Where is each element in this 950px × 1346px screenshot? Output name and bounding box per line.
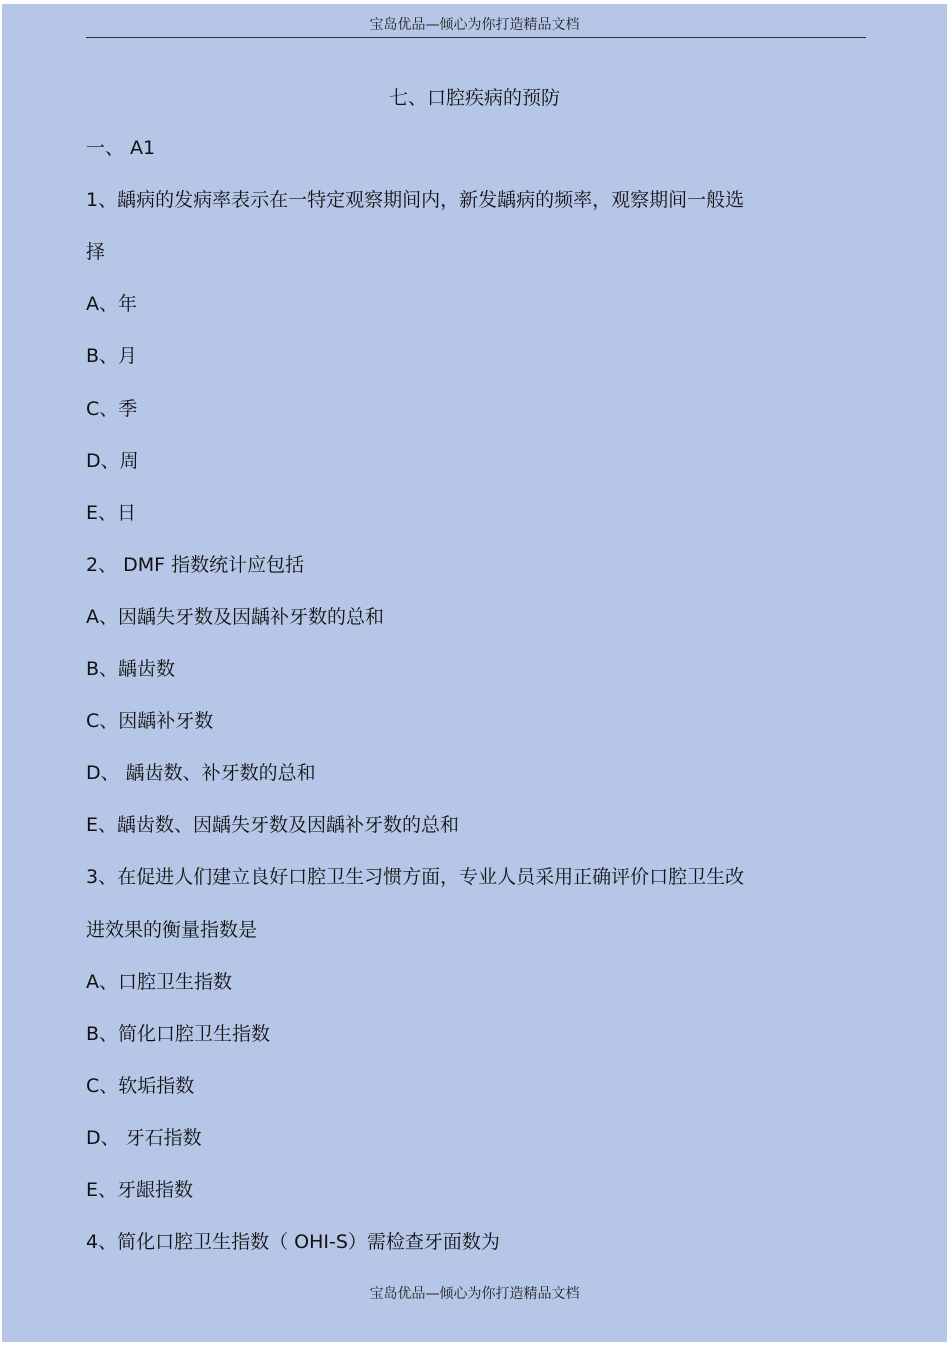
question-3-option-e: E、牙龈指数: [86, 1179, 194, 1201]
question-3-option-c: C、软垢指数: [86, 1075, 195, 1097]
question-1-option-d: D、周: [86, 450, 139, 472]
page-header: 宝岛优品—倾心为你打造精品文档: [369, 17, 580, 33]
section-heading: 一、 A1: [86, 137, 156, 159]
question-1-line-2: 择: [86, 241, 106, 263]
question-2-option-e: E、龋齿数、因龋失牙数及因龋补牙数的总和: [86, 814, 460, 836]
question-2-option-d: D、 龋齿数、补牙数的总和: [86, 762, 316, 784]
question-1-option-e: E、日: [86, 502, 137, 524]
question-1-line-1: 1、龋病的发病率表示在一特定观察期间内，新发龋病的频率，观察期间一般选: [86, 189, 745, 211]
question-2-option-c: C、因龋补牙数: [86, 710, 214, 732]
question-1-option-a: A、年: [86, 293, 137, 315]
question-3-option-d: D、 牙石指数: [86, 1127, 202, 1149]
question-3-line-2: 进效果的衡量指数是: [86, 919, 258, 941]
question-2-option-a: A、因龋失牙数及因龋补牙数的总和: [86, 606, 384, 628]
question-1-option-b: B、月: [86, 345, 138, 367]
question-3-option-a: A、口腔卫生指数: [86, 971, 232, 993]
page-footer: 宝岛优品—倾心为你打造精品文档: [369, 1286, 580, 1302]
question-3-option-b: B、简化口腔卫生指数: [86, 1023, 271, 1045]
question-2-option-b: B、龋齿数: [86, 658, 176, 680]
question-4: 4、简化口腔卫生指数（ OHI-S）需检查牙面数为: [86, 1231, 500, 1253]
question-2: 2、 DMF 指数统计应包括: [86, 554, 305, 576]
question-3-line-1: 3、在促进人们建立良好口腔卫生习惯方面，专业人员采用正确评价口腔卫生改: [86, 866, 745, 888]
question-1-option-c: C、季: [86, 398, 138, 420]
document-page: [2, 4, 947, 1342]
section-title: 七、口腔疾病的预防: [388, 87, 560, 109]
header-divider: [86, 37, 866, 38]
